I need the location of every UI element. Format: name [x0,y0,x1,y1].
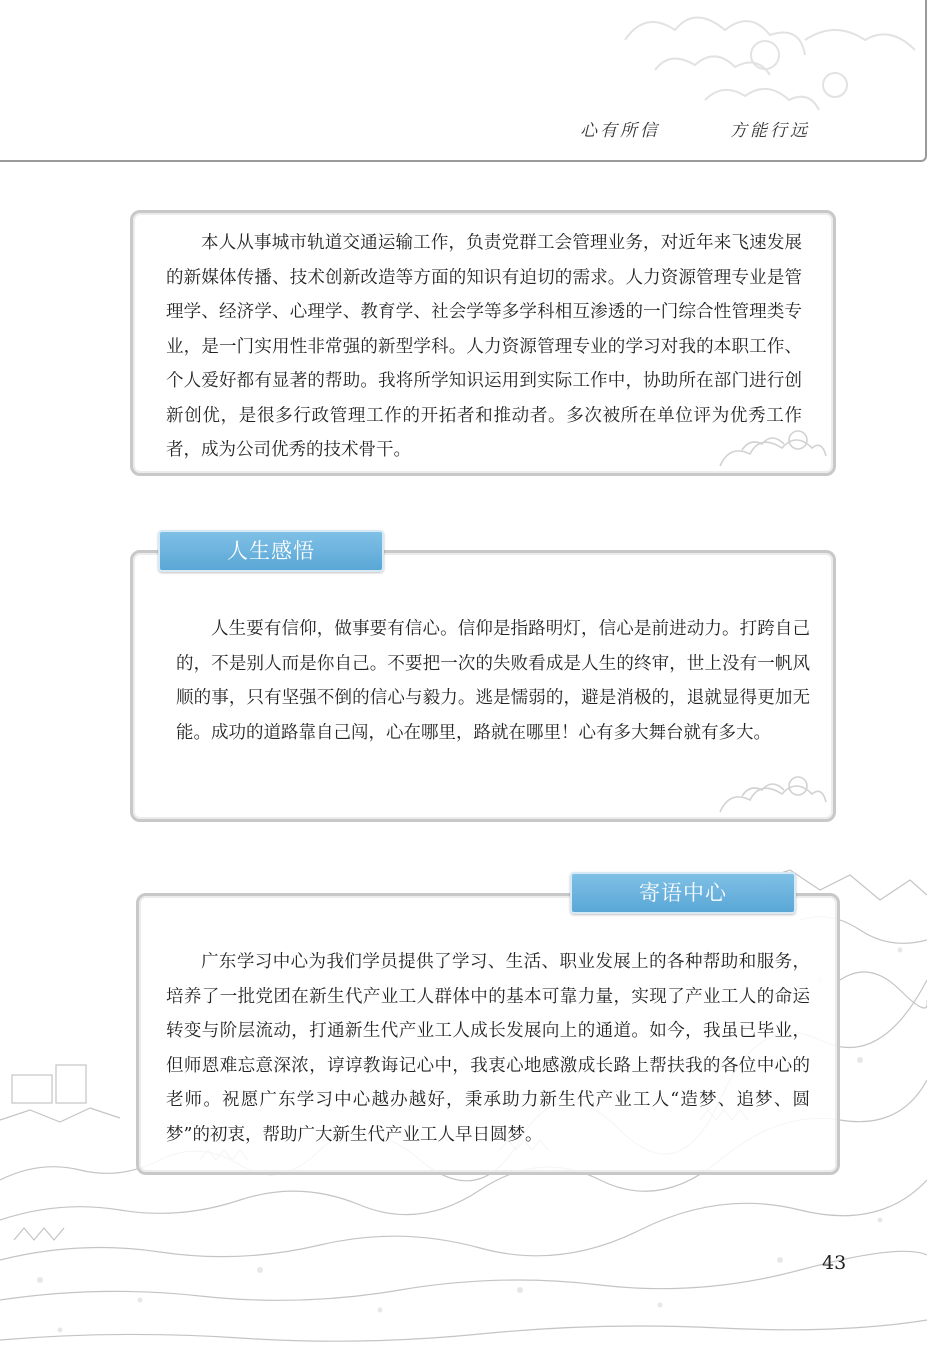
intro-paragraph: 本人从事城市轨道交通运输工作，负责党群工会管理业务，对近年来飞速发展的新媒体传播、技术创新改造等方面的知识有迫切的需求。人力资源管理专业是管理学、经济学、心理学、教育学、社会学等多学科相互渗透的一门综合性管理类专业，是一门实用性非常强的新型学科。人力资源管理专业的学习对我的本职工作、个人爱好都有显著的帮助。我将所学知识运用到实际工作中，协助所在部门进行创新创优，是很多行政管理工作的开拓者和推动者。多次被所在单位评为优秀工作者，成为公司优秀的技术骨干。 [166,233,802,460]
cloud-pattern-icon [505,0,925,150]
header-slogan-left: 心有所信 [580,121,660,141]
page-header [0,0,927,162]
message-paragraph: 广东学习中心为我们学员提供了学习、生活、职业发展上的各种帮助和服务，培养了一批党团在新生代产业工人群体中的基本可靠力量，实现了产业工人的命运转变与阶层流动，打通新生代产业工人成长发展向上的通道。如今，我虽已毕业，但师恩难忘意深浓，谆谆教诲记心中，我衷心地感激成长路上帮扶我的各位中心的老师。祝愿广东学习中心越办越好，秉承助力新生代产业工人“造梦、追梦、圆梦”的初衷，帮助广大新生代产业工人早日圆梦。 [166,952,810,1145]
life-section-title: 人生感悟 [158,530,384,572]
header-slogan-right: 方能行远 [730,121,810,141]
cloud-pattern-icon [712,756,830,816]
page-number: 43 [822,1252,847,1274]
life-paragraph: 人生要有信仰，做事要有信心。信仰是指路明灯，信心是前进动力。打跨自己的，不是别人而是你自己。不要把一次的失败看成是人生的终审，世上没有一帆风顺的事，只有坚强不倒的信心与毅力。逃是懦弱的，避是消极的，退就显得更加无能。成功的道路靠自己闯，心在哪里，路就在哪里！心有多大舞台就有多大。 [176,619,810,743]
message-section-title: 寄语中心 [570,872,796,914]
